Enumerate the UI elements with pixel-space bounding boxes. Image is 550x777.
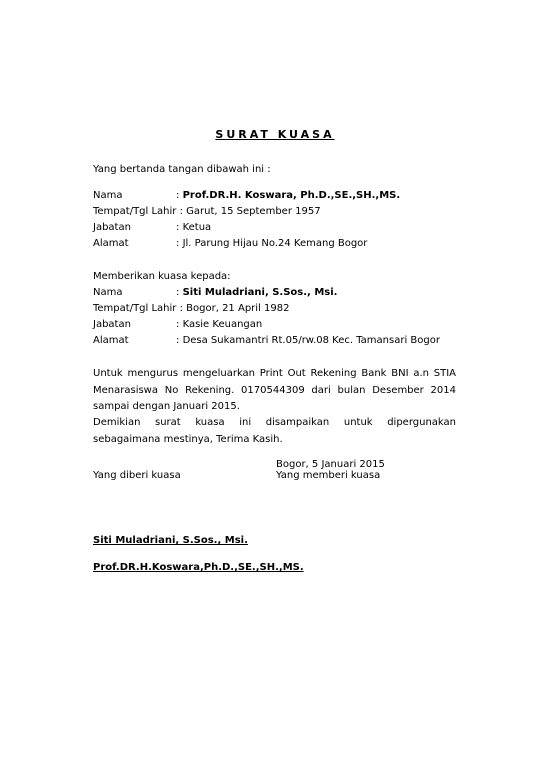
grantee-position-value: Kasie Keuangan <box>182 319 263 330</box>
grantor-position-value: Ketua <box>182 222 212 233</box>
grantee-birth-row <box>93 302 289 316</box>
grantee-name-label: Nama <box>93 287 123 298</box>
grantor-position-row <box>93 221 211 235</box>
signature-receiver: Siti Muladriani, S.Sos., Msi. <box>93 535 248 546</box>
purpose-paragraph: Untuk mengurus mengeluarkan Print Out Rekening Bank BNI a.n STIA Menarasiswa No Rekening. 0170544309 dari bulan Desember 2014 sampai dengan Januari 2015. <box>93 368 456 412</box>
grantee-birth-value: Bogor, 21 April 1982 <box>186 303 290 314</box>
grantee-address-label: Alamat <box>93 335 129 346</box>
grantor-address-value: Jl. Parung Hijau No.24 Kemang Bogor <box>182 238 368 249</box>
giver-label: Yang memberi kuasa <box>276 470 381 481</box>
grantee-position-row <box>93 318 262 332</box>
grantor-birth-row <box>93 205 321 219</box>
grantee-position-sep: : <box>176 319 183 330</box>
grantee-name-sep: : <box>176 287 183 298</box>
grantee-birth-sep: : <box>176 303 187 314</box>
grantee-position-label: Jabatan <box>93 319 131 330</box>
grantee-address-sep: : <box>176 335 183 346</box>
intro-text: Yang bertanda tangan dibawah ini : <box>93 164 271 175</box>
grantee-address-value: Desa Sukamantri Rt.05/rw.08 Kec. Tamansari Bogor <box>182 335 440 346</box>
grantor-name-sep: : <box>176 190 183 201</box>
grantor-address-row <box>93 237 367 251</box>
grantor-address-sep: : <box>176 238 183 249</box>
grantor-position-sep: : <box>176 222 183 233</box>
grantor-name-label: Nama <box>93 190 123 201</box>
grantee-name-row <box>93 286 337 300</box>
grantor-birth-label: Tempat/Tgl Lahir <box>93 206 177 217</box>
place-date: Bogor, 5 Januari 2015 <box>276 459 385 470</box>
grantee-name-value: Siti Muladriani, S.Sos., Msi. <box>182 287 338 298</box>
grantor-birth-sep: : <box>176 206 187 217</box>
grant-heading: Memberikan kuasa kepada: <box>93 271 231 282</box>
grantor-name-value: Prof.DR.H. Koswara, Ph.D.,SE.,SH.,MS. <box>182 190 401 201</box>
closing-paragraph: Demikian surat kuasa ini disampaikan untuk dipergunakan sebagaimana mestinya, Terima Kasih. <box>93 417 456 445</box>
grantor-position-label: Jabatan <box>93 222 131 233</box>
document-title: SURAT KUASA <box>215 128 335 141</box>
signature-giver: Prof.DR.H.Koswara,Ph.D.,SE.,SH.,MS. <box>93 562 304 573</box>
grantee-birth-label: Tempat/Tgl Lahir <box>93 303 177 314</box>
grantor-address-label: Alamat <box>93 238 129 249</box>
grantee-address-row <box>93 334 440 348</box>
receiver-label: Yang diberi kuasa <box>93 470 181 481</box>
grantor-name-row <box>93 189 400 203</box>
grantor-birth-value: Garut, 15 September 1957 <box>186 206 321 217</box>
